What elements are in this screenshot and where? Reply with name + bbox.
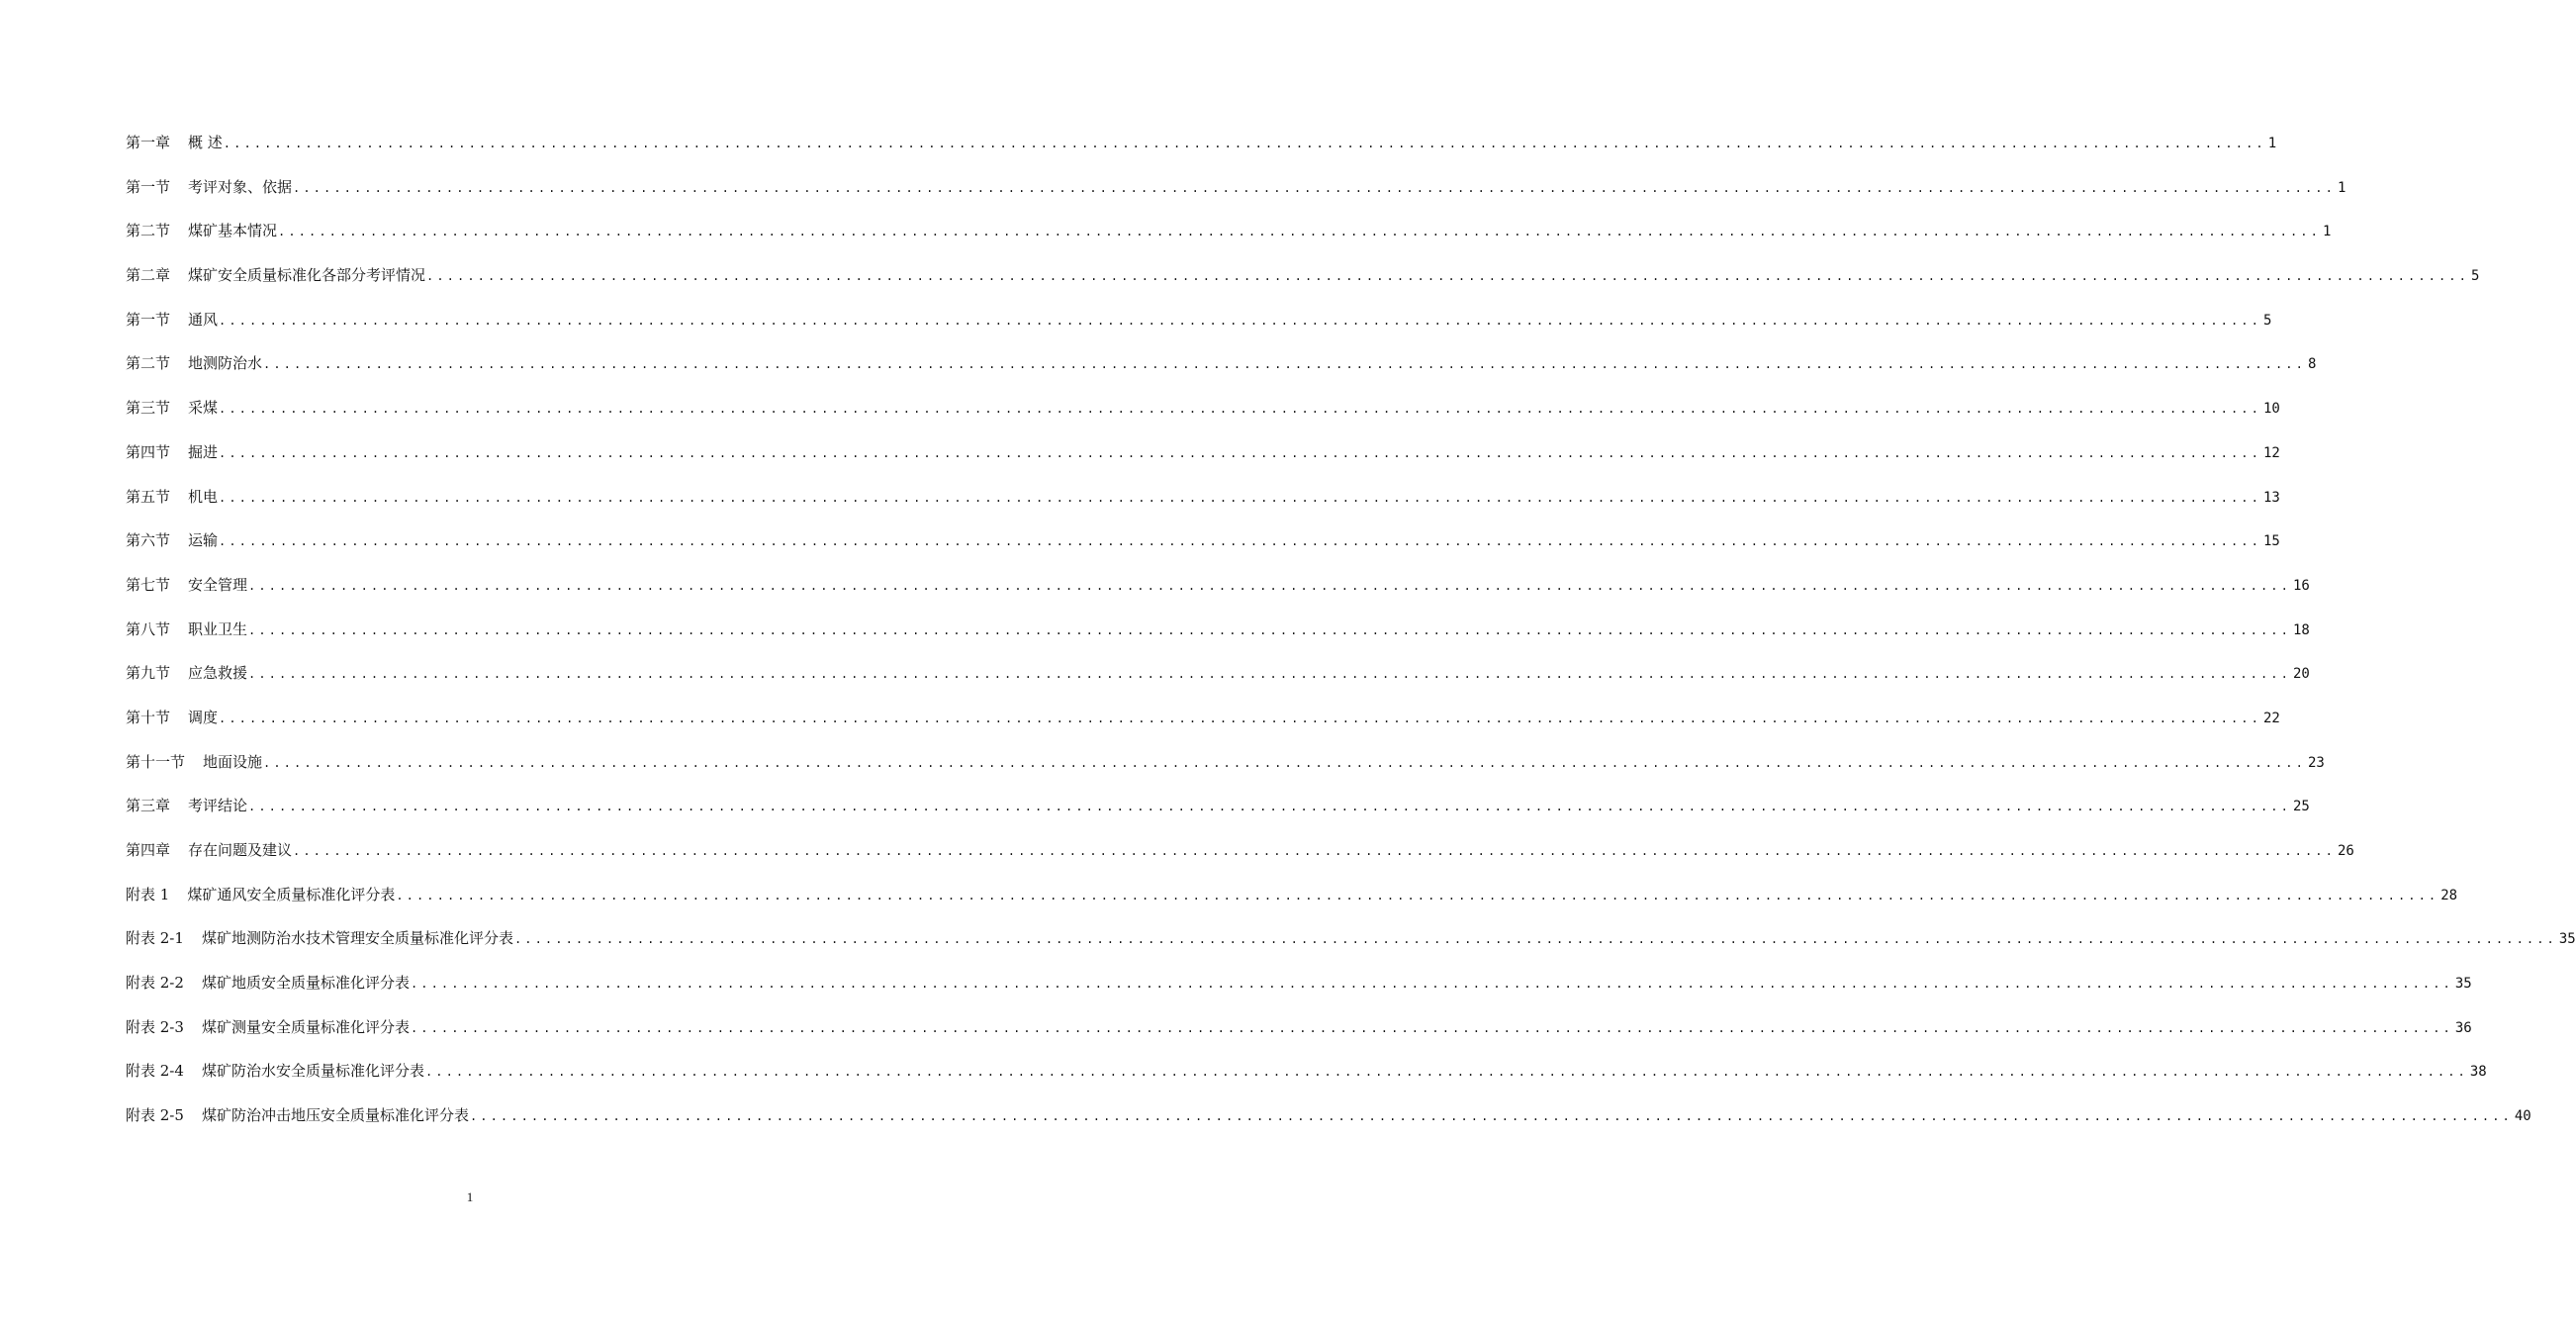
toc-entry[interactable] [126, 751, 2325, 796]
toc-entry-label: 附表 2-3 [126, 1017, 184, 1036]
toc-leader-dots: ........................................................................................................................................................................................................ [424, 1065, 2468, 1080]
toc-entry-label: 第一节 [126, 310, 171, 329]
toc-entry-title: 煤矿地质安全质量标准化评分表 [201, 974, 410, 993]
toc-entry-page: 1 [2322, 224, 2332, 240]
toc-leader-dots: ........................................................................................................................................................................................................ [263, 755, 2306, 770]
toc-leader-dots: ........................................................................................................................................................................................................ [513, 932, 2557, 947]
toc-entry-title: 煤矿基本情况 [188, 222, 278, 240]
toc-entry-title: 调度 [188, 708, 219, 726]
toc-entry-label: 附表 2-4 [126, 1062, 184, 1081]
toc-entry-title: 考评结论 [188, 797, 248, 815]
toc-entry-page: 1 [2337, 179, 2346, 196]
toc-entry-title: 煤矿防治冲击地压安全质量标准化评分表 [201, 1106, 469, 1125]
toc-entry-label: 第二节 [126, 354, 171, 373]
toc-entry-label: 第三节 [126, 399, 171, 418]
toc-entry-label: 第二章 [126, 266, 171, 285]
toc-entry-page: 13 [2262, 489, 2280, 506]
toc-entry[interactable] [126, 662, 2310, 707]
toc-entry-page: 10 [2262, 401, 2280, 418]
toc-entry-page: 26 [2337, 843, 2354, 859]
toc-entry-title: 煤矿安全质量标准化各部分考评情况 [188, 266, 426, 285]
toc-entry-label: 第四节 [126, 442, 171, 461]
toc-entry-title: 通风 [188, 310, 219, 329]
toc-entry[interactable] [126, 352, 2317, 397]
toc-leader-dots: ........................................................................................................................................................................................................ [293, 180, 2336, 195]
toc-leader-dots: ........................................................................................................................................................................................................ [248, 667, 2291, 682]
toc-entry-page: 20 [2292, 666, 2310, 683]
toc-entry-page: 18 [2292, 621, 2310, 638]
toc-entry-title: 应急救援 [188, 664, 248, 683]
toc-entry-label: 第一节 [126, 177, 171, 196]
toc-entry[interactable] [126, 264, 2480, 309]
toc-entry[interactable] [126, 441, 2280, 486]
toc-entry[interactable] [126, 795, 2310, 839]
toc-entry[interactable] [126, 839, 2354, 884]
toc-leader-dots: ........................................................................................................................................................................................................ [219, 711, 2261, 725]
toc-entry[interactable] [126, 132, 2277, 176]
toc-leader-dots: ........................................................................................................................................................................................................ [223, 137, 2266, 150]
toc-leader-dots: ........................................................................................................................................................................................................ [219, 534, 2261, 549]
toc-leader-dots: ........................................................................................................................................................................................................ [248, 800, 2291, 814]
toc-entry-page: 5 [2470, 268, 2480, 285]
toc-entry-title: 职业卫生 [188, 619, 248, 638]
toc-leader-dots: ........................................................................................................................................................................................................ [263, 357, 2306, 372]
toc-entry-title: 存在问题及建议 [188, 841, 293, 859]
toc-entry-page: 1 [2267, 136, 2277, 151]
toc-entry-page: 15 [2262, 533, 2280, 550]
toc-entry-page: 23 [2307, 754, 2325, 771]
toc-entry-title: 煤矿测量安全质量标准化评分表 [201, 1017, 410, 1036]
toc-entry-label: 附表 2-1 [126, 929, 184, 948]
toc-leader-dots: ........................................................................................................................................................................................................ [410, 977, 2453, 992]
toc-entry-title: 考评对象、依据 [188, 177, 293, 196]
toc-entry[interactable] [126, 220, 2332, 264]
toc-leader-dots: ........................................................................................................................................................................................................ [426, 269, 2469, 284]
toc-entry-page: 25 [2292, 799, 2310, 815]
toc-entry-page: 40 [2514, 1108, 2531, 1125]
toc-entry[interactable] [126, 529, 2280, 574]
toc-entry[interactable] [126, 486, 2280, 530]
page-number: 1 [466, 1189, 474, 1204]
toc-entry[interactable] [126, 1104, 2531, 1149]
toc-entry-label: 第六节 [126, 531, 171, 550]
toc-entry[interactable] [126, 574, 2310, 618]
toc-entry-page: 8 [2307, 356, 2317, 373]
toc-entry-page: 38 [2469, 1064, 2487, 1081]
toc-entry[interactable] [126, 707, 2280, 751]
toc-entry-page: 35 [2454, 976, 2472, 993]
toc-leader-dots: ........................................................................................................................................................................................................ [219, 402, 2261, 417]
toc-entry[interactable] [126, 309, 2272, 353]
toc-entry[interactable] [126, 176, 2346, 221]
toc-leader-dots: ........................................................................................................................................................................................................ [410, 1020, 2453, 1035]
toc-entry-page: 22 [2262, 710, 2280, 726]
toc-entry-title: 掘进 [188, 442, 219, 461]
toc-entry-label: 第一章 [126, 134, 171, 151]
toc-leader-dots: ........................................................................................................................................................................................................ [248, 622, 2291, 637]
toc-entry[interactable] [126, 397, 2280, 441]
toc-entry[interactable] [126, 1016, 2472, 1061]
toc-entry-label: 第十节 [126, 708, 171, 726]
toc-entry-page: 5 [2262, 312, 2272, 329]
toc-leader-dots: ........................................................................................................................................................................................................ [396, 888, 2439, 902]
toc-entry-page: 36 [2454, 1019, 2472, 1036]
toc-entry-page: 35 [2558, 931, 2576, 948]
toc-entry-label: 第四章 [126, 841, 171, 859]
toc-entry-page: 12 [2262, 444, 2280, 461]
toc-entry-label: 附表 2-2 [126, 974, 184, 993]
toc-entry-title: 概 述 [188, 134, 223, 151]
toc-entry-label: 第三章 [126, 797, 171, 815]
toc-entry-label: 附表 2-5 [126, 1106, 184, 1125]
toc-entry-title: 安全管理 [188, 575, 248, 594]
toc-entry-title: 煤矿防治水安全质量标准化评分表 [201, 1062, 424, 1081]
toc-entry[interactable] [126, 972, 2472, 1016]
toc-entry-label: 第二节 [126, 222, 171, 240]
table-of-contents [126, 132, 2576, 1149]
toc-entry-title: 煤矿地测防治水技术管理安全质量标准化评分表 [201, 929, 513, 948]
toc-leader-dots: ........................................................................................................................................................................................................ [219, 445, 2261, 460]
toc-entry-title: 地测防治水 [188, 354, 263, 373]
toc-entry-label: 第十一节 [126, 752, 186, 771]
toc-entry-title: 运输 [188, 531, 219, 550]
toc-entry-title: 煤矿通风安全质量标准化评分表 [187, 885, 396, 903]
toc-leader-dots: ........................................................................................................................................................................................................ [278, 225, 2321, 239]
toc-entry[interactable] [126, 884, 2458, 928]
toc-entry-title: 采煤 [188, 399, 219, 418]
toc-entry-page: 28 [2440, 887, 2458, 903]
toc-leader-dots: ........................................................................................................................................................................................................ [469, 1109, 2513, 1124]
toc-leader-dots: ........................................................................................................................................................................................................ [293, 844, 2336, 858]
toc-leader-dots: ........................................................................................................................................................................................................ [248, 578, 2291, 593]
toc-entry[interactable] [126, 1060, 2487, 1104]
toc-entry-label: 第九节 [126, 664, 171, 683]
toc-entry-label: 附表 1 [126, 885, 170, 903]
toc-entry-label: 第八节 [126, 619, 171, 638]
toc-entry[interactable] [126, 618, 2310, 663]
toc-entry[interactable] [126, 927, 2576, 972]
toc-leader-dots: ........................................................................................................................................................................................................ [219, 313, 2261, 328]
toc-entry-title: 机电 [188, 487, 219, 506]
toc-entry-page: 16 [2292, 577, 2310, 594]
toc-entry-title: 地面设施 [203, 752, 263, 771]
toc-entry-label: 第五节 [126, 487, 171, 506]
toc-entry-label: 第七节 [126, 575, 171, 594]
toc-leader-dots: ........................................................................................................................................................................................................ [219, 490, 2261, 505]
